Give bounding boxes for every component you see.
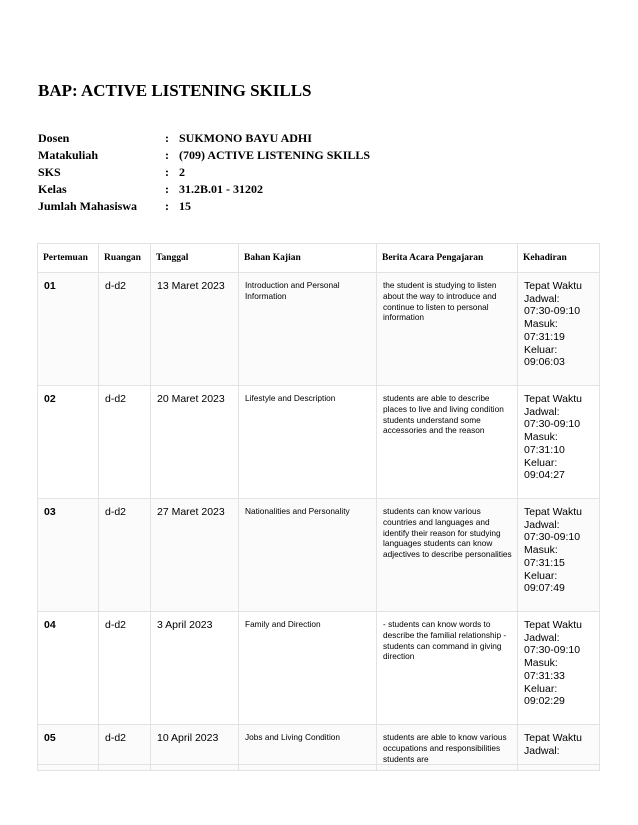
- info-label: Kelas: [38, 182, 67, 196]
- header-ruangan: Ruangan: [99, 244, 151, 273]
- table-bottom-border: [37, 764, 599, 765]
- check-in-time: 07:31:19: [524, 330, 565, 343]
- cell-bahan-kajian: Jobs and Living Condition: [239, 725, 377, 771]
- info-value: 2: [179, 165, 185, 179]
- header-tanggal: Tanggal: [151, 244, 239, 273]
- table-header-row: [38, 244, 600, 273]
- header-bahan-kajian: Bahan Kajian: [239, 244, 377, 273]
- table-row: [38, 386, 600, 499]
- table-row: [38, 273, 600, 386]
- cell-bahan-kajian: Nationalities and Personality: [239, 499, 377, 612]
- cell-tanggal: 3 April 2023: [151, 612, 239, 725]
- course-info: [38, 130, 370, 215]
- cell-berita-acara: - students can know words to describe the familial relationship - students can command in giving direction: [377, 612, 518, 725]
- check-in-label: Masuk:: [524, 657, 558, 670]
- cell-bahan-kajian: Lifestyle and Description: [239, 386, 377, 499]
- check-in-label: Masuk:: [524, 318, 558, 331]
- cell-bahan-kajian: Family and Direction: [239, 612, 377, 725]
- info-label: SKS: [38, 165, 61, 179]
- check-out-time: 09:04:27: [524, 469, 565, 482]
- check-out-time: 09:07:49: [524, 582, 565, 595]
- attendance-table: [37, 243, 600, 771]
- info-colon: :: [165, 182, 169, 196]
- schedule-time: 07:30-09:10: [524, 531, 581, 544]
- info-colon: :: [165, 165, 169, 179]
- cell-berita-acara: the student is studying to listen about the way to introduce and continue to listen to personal information: [377, 273, 518, 386]
- cell-pertemuan: 01: [38, 273, 99, 386]
- cell-bahan-kajian: Introduction and Personal Information: [239, 273, 377, 386]
- cell-berita-acara: students are able to describe places to live and living condition students understand some accessories and the reason: [377, 386, 518, 499]
- check-out-time: 09:02:29: [524, 695, 565, 708]
- info-label: Matakuliah: [38, 148, 99, 162]
- schedule-label: Jadwal:: [524, 405, 560, 418]
- attendance-status: Tepat Waktu: [524, 393, 582, 405]
- check-in-time: 07:31:10: [524, 443, 565, 456]
- schedule-label: Jadwal:: [524, 292, 560, 305]
- info-row-dosen: [38, 130, 370, 147]
- check-in-time: 07:31:33: [524, 669, 565, 682]
- cell-tanggal: 10 April 2023: [151, 725, 239, 771]
- schedule-time: 07:30-09:10: [524, 305, 581, 318]
- schedule-label: Jadwal:: [524, 744, 560, 757]
- cell-ruangan: d-d2: [99, 273, 151, 386]
- cell-kehadiran: [518, 386, 600, 499]
- attendance-status: Tepat Waktu: [524, 280, 582, 292]
- schedule-time: 07:30-09:10: [524, 644, 581, 657]
- attendance-status: Tepat Waktu: [524, 506, 582, 518]
- cell-kehadiran: [518, 273, 600, 386]
- info-value: SUKMONO BAYU ADHI: [179, 131, 312, 145]
- cell-berita-acara: students can know various countries and languages and identify their reason for studying languages students can know adjectives to describe personalities: [377, 499, 518, 612]
- table-row: [38, 499, 600, 612]
- cell-ruangan: d-d2: [99, 386, 151, 499]
- cell-ruangan: d-d2: [99, 725, 151, 771]
- check-out-label: Keluar:: [524, 456, 558, 469]
- info-label: Dosen: [38, 131, 70, 145]
- cell-tanggal: 20 Maret 2023: [151, 386, 239, 499]
- info-label: Jumlah Mahasiswa: [38, 199, 138, 213]
- table-row: [38, 612, 600, 725]
- check-out-label: Keluar:: [524, 682, 558, 695]
- info-value: 15: [179, 199, 191, 213]
- info-row-jumlah-mahasiswa: [38, 198, 370, 215]
- cell-kehadiran: [518, 499, 600, 612]
- cell-tanggal: 27 Maret 2023: [151, 499, 239, 612]
- cell-pertemuan: 03: [38, 499, 99, 612]
- check-in-label: Masuk:: [524, 431, 558, 444]
- cell-pertemuan: 02: [38, 386, 99, 499]
- schedule-label: Jadwal:: [524, 631, 560, 644]
- check-in-label: Masuk:: [524, 544, 558, 557]
- info-colon: :: [165, 199, 169, 213]
- check-in-time: 07:31:15: [524, 556, 565, 569]
- cell-kehadiran: [518, 612, 600, 725]
- header-kehadiran: Kehadiran: [518, 244, 600, 273]
- info-colon: :: [165, 148, 169, 162]
- cell-tanggal: 13 Maret 2023: [151, 273, 239, 386]
- check-out-label: Keluar:: [524, 343, 558, 356]
- check-out-label: Keluar:: [524, 569, 558, 582]
- document-title: BAP: ACTIVE LISTENING SKILLS: [38, 81, 312, 100]
- cell-berita-acara: students are able to know various occupations and responsibilities students are: [377, 725, 518, 771]
- attendance-status: Tepat Waktu: [524, 619, 582, 631]
- info-row-sks: [38, 164, 370, 181]
- cell-pertemuan: 05: [38, 725, 99, 771]
- schedule-time: 07:30-09:10: [524, 418, 581, 431]
- attendance-status: Tepat Waktu: [524, 732, 582, 744]
- info-row-matakuliah: [38, 147, 370, 164]
- info-row-kelas: [38, 181, 370, 198]
- info-value: (709) ACTIVE LISTENING SKILLS: [179, 148, 371, 162]
- cell-ruangan: d-d2: [99, 612, 151, 725]
- cell-pertemuan: 04: [38, 612, 99, 725]
- info-colon: :: [165, 131, 169, 145]
- header-pertemuan: Pertemuan: [38, 244, 99, 273]
- header-berita-acara: Berita Acara Pengajaran: [377, 244, 518, 273]
- check-out-time: 09:06:03: [524, 356, 565, 369]
- schedule-label: Jadwal:: [524, 518, 560, 531]
- info-value: 31.2B.01 - 31202: [179, 182, 263, 196]
- cell-ruangan: d-d2: [99, 499, 151, 612]
